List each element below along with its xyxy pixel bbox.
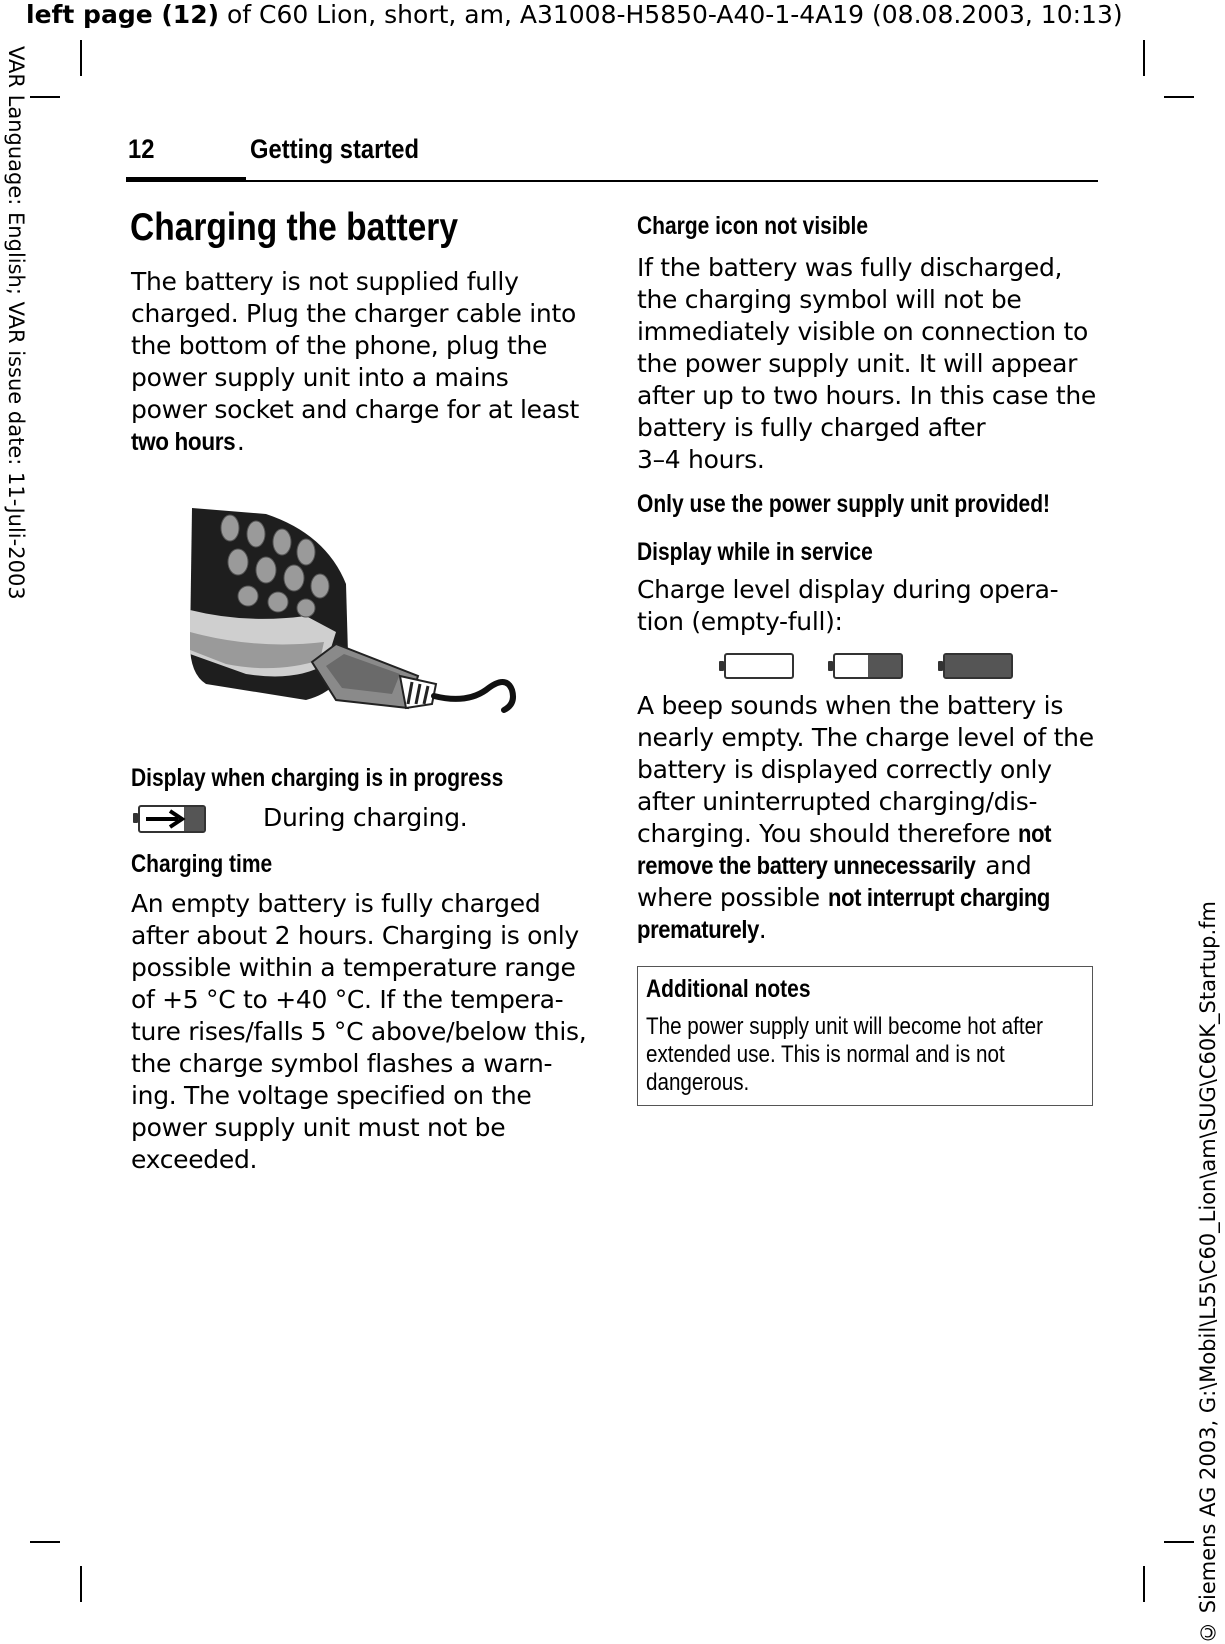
text-run: charging. You should therefore [637, 819, 1018, 848]
battery-fill [945, 655, 1011, 677]
charging-display-text: During charging. [263, 803, 468, 832]
text-line: extended use. This is normal and is not [646, 1041, 1005, 1068]
text-line: after uninterrupted charging/dis- [637, 787, 1038, 816]
text-line [637, 914, 1094, 946]
text-line: Charge level display during opera- [637, 575, 1059, 604]
icon-not-visible-paragraph [637, 252, 1096, 476]
charging-time-paragraph [131, 888, 586, 1176]
text-line: dangerous. [646, 1069, 750, 1096]
bold-run: remove the battery unnecessarily [637, 852, 976, 880]
intro-paragraph [131, 266, 579, 458]
charging-display-heading: Display when charging is in progress [131, 764, 504, 792]
text-run: . [758, 915, 767, 944]
text-line: power supply unit into a mains [131, 363, 509, 392]
print-header [26, 0, 1123, 29]
text-line: power supply unit must not be [131, 1113, 506, 1142]
text-line: after up to two hours. In this case the [637, 381, 1096, 410]
arrow-right-icon [140, 807, 204, 831]
intro-end: . [236, 427, 245, 456]
crop-mark [1164, 1541, 1194, 1543]
text-line [131, 426, 579, 458]
crop-mark [80, 40, 82, 76]
text-line: the charge symbol flashes a warn- [131, 1049, 553, 1078]
battery-empty-icon [724, 653, 794, 679]
text-line: the bottom of the phone, plug the [131, 331, 548, 360]
text-line: battery is fully charged after [637, 413, 986, 442]
text-line: of +5 °C to +40 °C. If the tempera- [131, 985, 564, 1014]
crop-mark [1164, 96, 1194, 98]
charging-icon [138, 805, 206, 833]
text-line: immediately visible on connection to [637, 317, 1088, 346]
print-header-page: left page (12) [26, 0, 220, 29]
bold-run: not [1017, 820, 1052, 848]
service-paragraph [637, 574, 1058, 638]
page-number: 12 [128, 134, 155, 164]
print-header-info: of C60 Lion, short, am, A31008-H5850-A40-1-4A19 (08.08.2003, 10:13) [219, 0, 1123, 29]
text-line [637, 882, 1094, 914]
text-line: power socket and charge for at least [131, 395, 579, 424]
text-line: charged. Plug the charger cable into [131, 299, 576, 328]
bold-run: not interrupt charging [827, 884, 1050, 912]
text-line [637, 850, 1094, 882]
charging-time-heading: Charging time [131, 850, 273, 878]
section-title: Getting started [250, 134, 419, 164]
service-heading: Display while in service [637, 538, 873, 566]
battery-half-icon [833, 653, 903, 679]
text-line: nearly empty. The charge level of the [637, 723, 1094, 752]
text-line: The battery is not supplied fully [131, 267, 519, 296]
header-rule-accent [126, 177, 246, 182]
crop-mark [30, 1541, 60, 1543]
text-line: 3–4 hours. [637, 445, 765, 474]
side-left-note: VAR Language: English; VAR issue date: 11-Juli-2003 [4, 46, 28, 600]
text-line: exceeded. [131, 1145, 258, 1174]
intro-bold: two hours [131, 428, 236, 456]
crop-mark [80, 1566, 82, 1602]
text-run: and [977, 851, 1032, 880]
text-line: battery is displayed correctly only [637, 755, 1052, 784]
header-rule [126, 180, 1098, 182]
crop-mark [30, 96, 60, 98]
battery-fill [868, 655, 901, 677]
phone-charger-illustration [186, 504, 531, 744]
text-line: The power supply unit will become hot after [646, 1013, 1043, 1040]
notes-text [646, 1013, 1108, 1097]
battery-full-icon [943, 653, 1013, 679]
beep-paragraph [637, 690, 1094, 946]
notes-title: Additional notes [646, 975, 811, 1003]
icon-not-visible-heading: Charge icon not visible [637, 212, 869, 240]
text-line: possible within a temperature range [131, 953, 576, 982]
bold-run: prematurely [637, 916, 760, 944]
text-line: after about 2 hours. Charging is only [131, 921, 579, 950]
charger-plug [312, 644, 436, 708]
additional-notes-box [637, 966, 1093, 1106]
text-line: An empty battery is fully charged [131, 889, 541, 918]
text-line: If the battery was fully discharged, [637, 253, 1063, 282]
text-line: ing. The voltage specified on the [131, 1081, 532, 1110]
text-line [637, 818, 1094, 850]
power-supply-warning: Only use the power supply unit provided! [637, 490, 1051, 518]
text-run: where possible [637, 883, 828, 912]
page-title: Charging the battery [130, 206, 458, 249]
crop-mark [1143, 40, 1145, 76]
text-line: the power supply unit. It will appear [637, 349, 1078, 378]
charger-cable [434, 682, 513, 710]
side-right-note: © Siemens AG 2003, G:\Mobil\L55\C60_Lion\am\SUG\C60K_Startup.fm [1196, 901, 1220, 1644]
text-line: A beep sounds when the battery is [637, 691, 1064, 720]
text-line: ture rises/falls 5 °C above/below this, [131, 1017, 587, 1046]
text-line: tion (empty-full): [637, 607, 843, 636]
text-line: the charging symbol will not be [637, 285, 1022, 314]
crop-mark [1143, 1566, 1145, 1602]
